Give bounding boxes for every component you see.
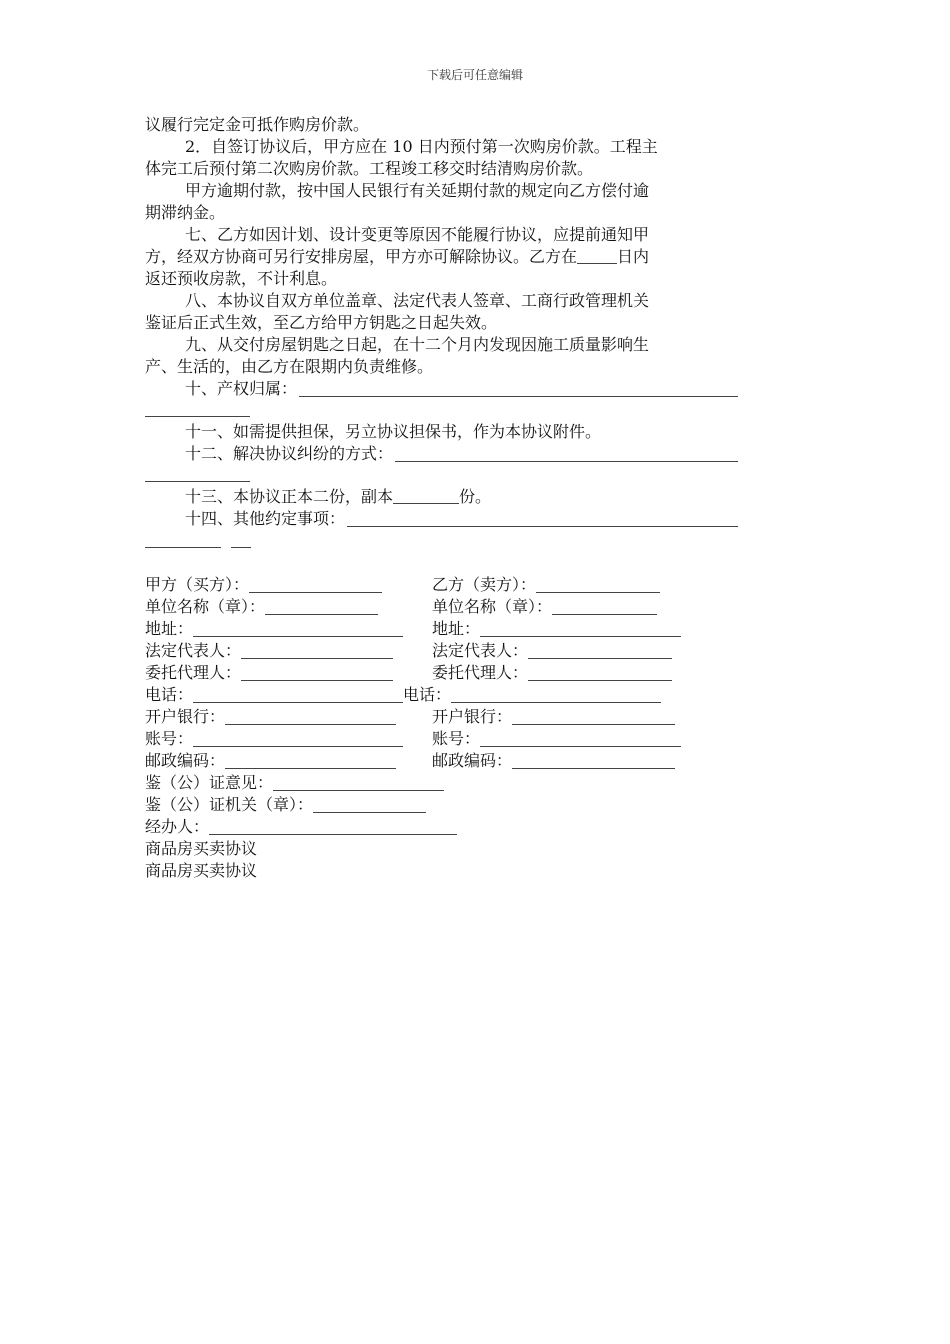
ownership-blank — [299, 380, 738, 397]
clause-text: 份。 — [459, 487, 492, 506]
address-b-blank — [480, 620, 681, 637]
clause-text: 十三、本协议正本二份，副本 — [185, 487, 394, 506]
signature-row — [145, 794, 738, 816]
postcode-b-label: 邮政编码： — [432, 751, 513, 770]
phone-a-label: 电话： — [145, 685, 194, 704]
dispute-blank — [395, 445, 738, 462]
bank-a-label: 开户银行： — [145, 707, 226, 726]
page-header: 下载后可任意编辑 — [426, 68, 523, 82]
legal-rep-b-blank — [528, 642, 672, 659]
clause-line: 鉴证后正式生效，至乙方给甲方钥匙之日起失效。 — [145, 313, 498, 332]
party-a-label: 甲方（买方）： — [145, 575, 250, 594]
legal-rep-a-blank — [241, 642, 393, 659]
handler-blank — [209, 818, 457, 835]
blank-segment — [145, 533, 221, 548]
document-title: 商品房买卖协议 — [145, 839, 258, 858]
clause-line — [145, 443, 738, 465]
clause-line: 八、本协议自双方单位盖章、法定代表人签章、工商行政管理机关 — [185, 291, 650, 310]
legal-rep-b-label: 法定代表人： — [432, 641, 529, 660]
party-a-blank — [249, 576, 382, 593]
clause-line: 产、生活的，由乙方在限期内负责维修。 — [145, 357, 434, 376]
account-b-label: 账号： — [432, 729, 481, 748]
clause-line: 2．自签订协议后，甲方应在 10 日内预付第一次购房价款。工程主 — [185, 137, 658, 156]
agent-b-label: 委托代理人： — [432, 663, 529, 682]
agent-a-blank — [241, 664, 393, 681]
clause-line: 十一、如需提供担保，另立协议担保书，作为本协议附件。 — [185, 422, 602, 441]
signature-row — [145, 596, 738, 618]
clause-line: 期滞纳金。 — [145, 203, 226, 222]
signature-row — [145, 684, 738, 706]
account-b-blank — [480, 730, 681, 747]
address-b-label: 地址： — [432, 619, 481, 638]
party-b-blank — [536, 576, 660, 593]
clause-text: 十、产权归属： — [185, 379, 298, 398]
ownership-blank-continued — [145, 400, 250, 417]
clause-line — [145, 378, 738, 400]
clause-text: 十四、其他约定事项： — [185, 509, 346, 528]
blank-segment — [231, 533, 251, 548]
signature-row — [145, 750, 738, 772]
unit-a-blank — [265, 598, 378, 615]
notary-opinion-label: 鉴（公）证意见： — [145, 773, 274, 792]
signature-row — [145, 640, 738, 662]
copies-blank — [393, 488, 459, 504]
party-b-label: 乙方（卖方）： — [432, 575, 537, 594]
bank-a-blank — [225, 708, 396, 725]
dispute-blank-continued — [145, 465, 250, 482]
bank-b-blank — [512, 708, 675, 725]
postcode-b-blank — [512, 752, 675, 769]
document-title: 商品房买卖协议 — [145, 861, 258, 880]
signature-row — [145, 728, 738, 750]
account-a-label: 账号： — [145, 729, 194, 748]
account-a-blank — [193, 730, 403, 747]
signature-row — [145, 618, 738, 640]
clause-line: 议履行完定金可抵作购房价款。 — [145, 115, 370, 134]
clause-line: 返还预收房款，不计利息。 — [145, 269, 338, 288]
clause-line — [145, 508, 738, 530]
clause-line — [145, 486, 738, 508]
signature-row — [145, 772, 738, 794]
legal-rep-a-label: 法定代表人： — [145, 641, 242, 660]
other-terms-blank-continued — [145, 530, 738, 552]
address-a-blank — [193, 620, 403, 637]
clause-line — [145, 246, 738, 268]
notary-org-label: 鉴（公）证机关（章）： — [145, 795, 314, 814]
signature-row — [145, 816, 738, 838]
clause-line: 体完工后预付第二次购房价款。工程竣工移交时结清购房价款。 — [145, 159, 594, 178]
clause-text: 十二、解决协议纠纷的方式： — [185, 444, 394, 463]
agent-b-blank — [528, 664, 672, 681]
unit-b-label: 单位名称（章）： — [432, 597, 553, 616]
other-terms-blank — [347, 510, 738, 527]
phone-b-blank — [451, 686, 661, 703]
signature-row — [145, 662, 738, 684]
address-a-label: 地址： — [145, 619, 194, 638]
clause-text: 方，经双方协商可另行安排房屋，甲方亦可解除协议。乙方在 — [145, 247, 578, 266]
signature-row — [145, 574, 738, 596]
unit-a-label: 单位名称（章）： — [145, 597, 266, 616]
handler-label: 经办人： — [145, 817, 210, 836]
days-blank — [577, 248, 617, 264]
phone-b-label: 电话： — [403, 685, 452, 704]
notary-opinion-blank — [273, 774, 444, 791]
bank-b-label: 开户银行： — [432, 707, 513, 726]
unit-b-blank — [552, 598, 657, 615]
document-body — [145, 114, 738, 882]
phone-a-blank — [193, 686, 403, 703]
clause-line: 九、从交付房屋钥匙之日起，在十二个月内发现因施工质量影响生 — [185, 335, 650, 354]
clause-text: 日内 — [617, 247, 650, 266]
signature-row — [145, 706, 738, 728]
postcode-a-blank — [225, 752, 396, 769]
agent-a-label: 委托代理人： — [145, 663, 242, 682]
clause-line: 七、乙方如因计划、设计变更等原因不能履行协议，应提前通知甲 — [185, 225, 650, 244]
postcode-a-label: 邮政编码： — [145, 751, 226, 770]
notary-org-blank — [313, 796, 426, 813]
clause-line: 甲方逾期付款，按中国人民银行有关延期付款的规定向乙方偿付逾 — [185, 181, 650, 200]
